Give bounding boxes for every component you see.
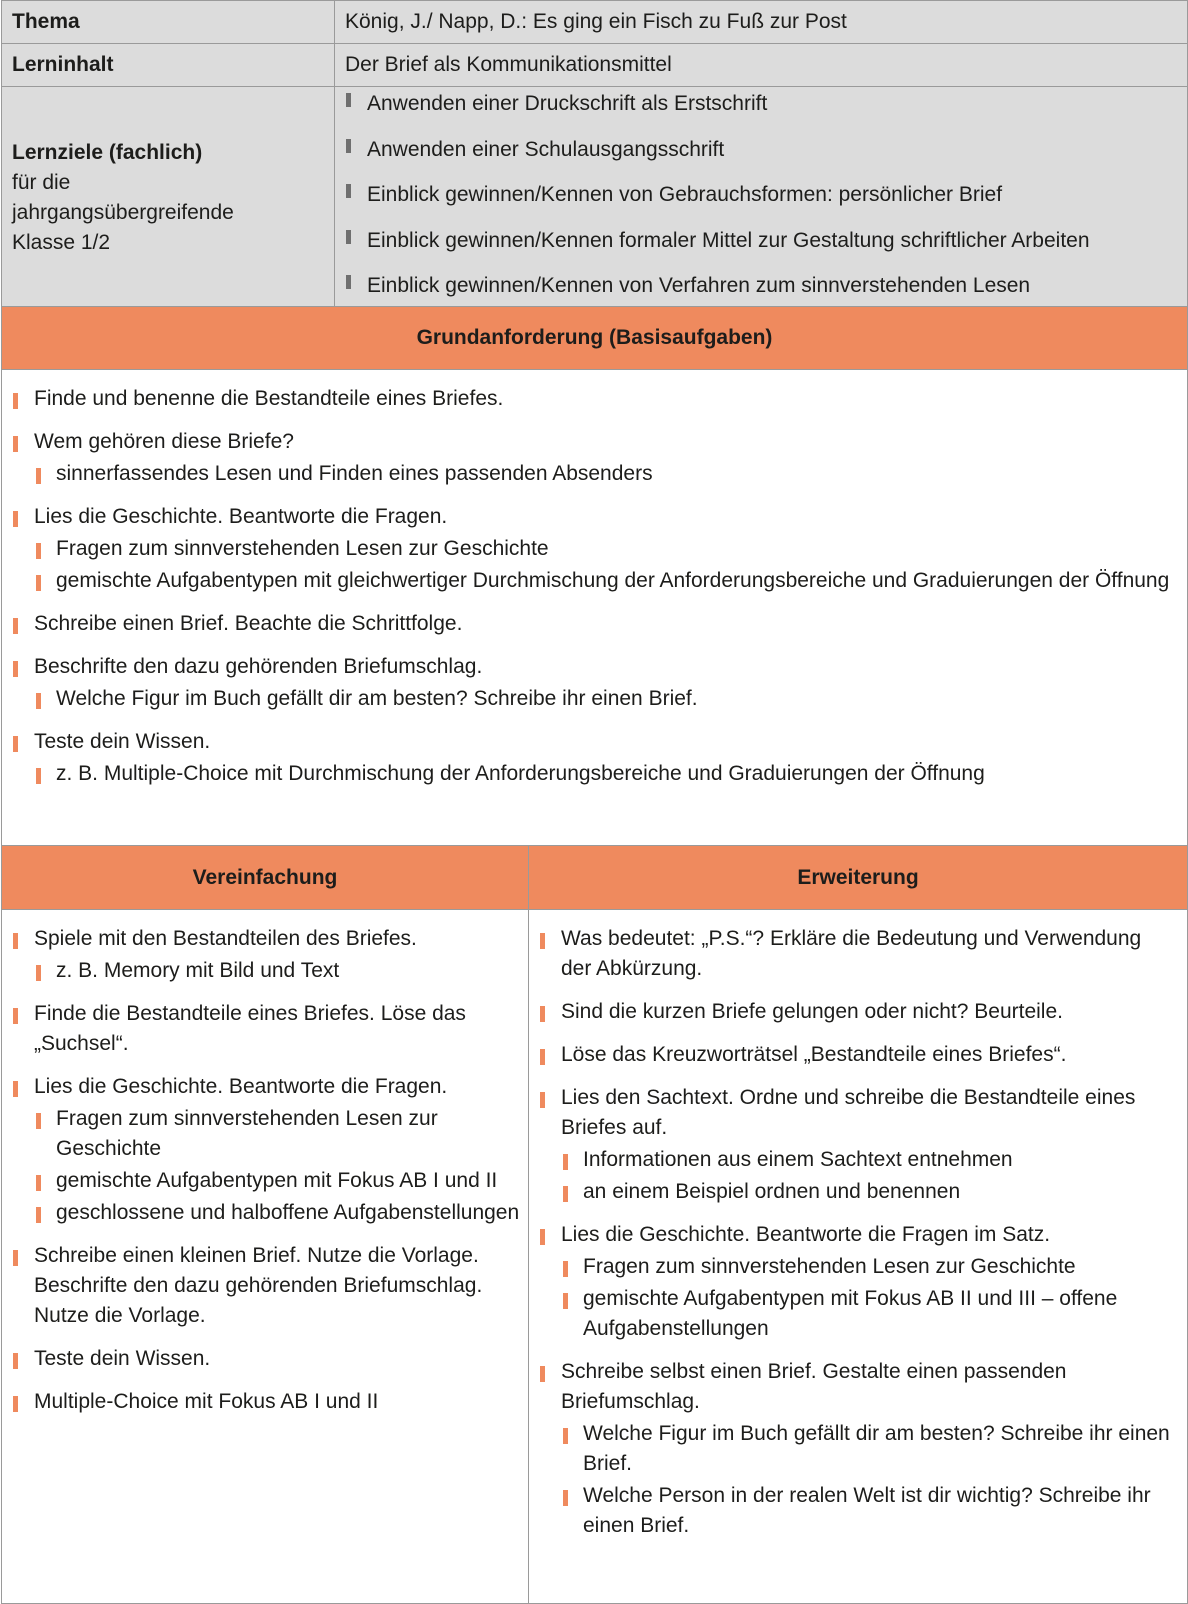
erweit-title: Erweiterung bbox=[797, 865, 919, 889]
erweit-item-text: Lies den Sachtext. Ordne und schreibe die Bestandteile eines Briefes auf. bbox=[561, 1086, 1136, 1139]
erweit-subitem: Welche Person in der realen Welt ist dir wichtig? Schreibe ihr einen Brief. bbox=[561, 1481, 1171, 1541]
grund-item-text: Teste dein Wissen. bbox=[34, 730, 211, 753]
lerninhalt-label: Lerninhalt bbox=[12, 53, 114, 76]
erweit-subitem: Welche Figur im Buch gefällt dir am besten? Schreibe ihr einen Brief. bbox=[561, 1419, 1171, 1479]
grund-item bbox=[2, 427, 1187, 489]
grund-subitems bbox=[34, 684, 1187, 714]
verein-subitems bbox=[34, 956, 520, 986]
grund-item bbox=[2, 384, 1187, 414]
grund-subitem: sinnerfassendes Lesen und Finden eines passenden Absenders bbox=[34, 459, 1187, 489]
grund-header bbox=[1, 306, 1188, 370]
goal-item: Anwenden einer Druckschrift als Erstschrift bbox=[345, 81, 1177, 127]
erweit-item bbox=[529, 1357, 1171, 1541]
grund-list bbox=[2, 384, 1187, 789]
verein-panel bbox=[1, 909, 529, 1604]
grund-item bbox=[2, 727, 1187, 789]
grund-subitem: gemischte Aufgabentypen mit gleichwertiger Durchmischung der Anforderungsbereiche und Graduierungen der Öffnung bbox=[34, 566, 1187, 596]
erweit-item bbox=[529, 924, 1171, 984]
erweit-subitems bbox=[561, 1145, 1171, 1207]
lernziele-label-cell bbox=[2, 87, 335, 310]
thema-row bbox=[2, 1, 1188, 44]
verein-item-text: Spiele mit den Bestandteilen des Briefes. bbox=[34, 927, 417, 950]
verein-subitems bbox=[34, 1104, 520, 1228]
erweit-item-text: Löse das Kreuzworträtsel „Bestandteile eines Briefes“. bbox=[561, 1043, 1067, 1066]
grund-item-text: Lies die Geschichte. Beantworte die Fragen. bbox=[34, 505, 448, 528]
grund-item-text: Schreibe einen Brief. Beachte die Schrittfolge. bbox=[34, 612, 463, 635]
grund-subitems bbox=[34, 534, 1187, 596]
lerninhalt-value: Der Brief als Kommunikationsmittel bbox=[335, 44, 1188, 87]
lernziele-sub3: Klasse 1/2 bbox=[12, 230, 111, 254]
erweit-list bbox=[529, 924, 1171, 1541]
goal-item: Einblick gewinnen/Kennen von Verfahren zum sinnverstehenden Lesen bbox=[345, 263, 1177, 309]
erweit-header bbox=[528, 845, 1188, 910]
erweit-item-text: Sind die kurzen Briefe gelungen oder nicht? Beurteile. bbox=[561, 1000, 1063, 1023]
erweit-subitem: gemischte Aufgabentypen mit Fokus AB II und III – offene Aufgabenstellungen bbox=[561, 1284, 1171, 1344]
verein-item bbox=[2, 924, 520, 986]
erweit-subitems bbox=[561, 1419, 1171, 1541]
erweit-item-text: Was bedeutet: „P.S.“? Erkläre die Bedeutung und Verwendung der Abkürzung. bbox=[561, 927, 1142, 980]
goal-item: Einblick gewinnen/Kennen formaler Mittel zur Gestaltung schriftlicher Arbeiten bbox=[345, 218, 1177, 264]
grund-panel bbox=[1, 369, 1188, 846]
verein-subitem: z. B. Memory mit Bild und Text bbox=[34, 956, 520, 986]
lernziele-sub2: jahrgangsübergreifende bbox=[12, 200, 234, 224]
erweit-subitem: Fragen zum sinnverstehenden Lesen zur Geschichte bbox=[561, 1252, 1171, 1282]
grund-item bbox=[2, 652, 1187, 714]
info-table bbox=[1, 0, 1188, 310]
verein-subitem: geschlossene und halboffene Aufgabenstellungen bbox=[34, 1198, 520, 1228]
goal-item: Anwenden einer Schulausgangsschrift bbox=[345, 127, 1177, 173]
verein-subitem: Fragen zum sinnverstehenden Lesen zur Geschichte bbox=[34, 1104, 520, 1164]
verein-item bbox=[2, 1241, 520, 1331]
erweit-item bbox=[529, 1040, 1171, 1070]
lernziele-sub1: für die bbox=[12, 170, 71, 194]
verein-item-text: Finde die Bestandteile eines Briefes. Löse das „Suchsel“. bbox=[34, 1002, 466, 1055]
verein-title: Vereinfachung bbox=[192, 865, 338, 889]
lerninhalt-label-cell bbox=[2, 44, 335, 87]
thema-label-cell bbox=[2, 1, 335, 44]
erweit-item bbox=[529, 1083, 1171, 1207]
erweit-panel bbox=[528, 909, 1188, 1604]
goals-list bbox=[345, 81, 1177, 309]
grund-subitems bbox=[34, 459, 1187, 489]
grund-item-text: Finde und benenne die Bestandteile eines Briefes. bbox=[34, 387, 504, 410]
goal-item: Einblick gewinnen/Kennen von Gebrauchsformen: persönlicher Brief bbox=[345, 172, 1177, 218]
verein-item-text: Teste dein Wissen. bbox=[34, 1347, 211, 1370]
verein-item bbox=[2, 1072, 520, 1228]
erweit-item-text: Lies die Geschichte. Beantworte die Fragen im Satz. bbox=[561, 1223, 1051, 1246]
lernziele-label: Lernziele (fachlich) bbox=[12, 140, 203, 164]
thema-label: Thema bbox=[12, 10, 80, 33]
verein-item-text: Schreibe einen kleinen Brief. Nutze die Vorlage. Beschrifte den dazu gehörenden Briefumschlag. Nutze die Vorlage. bbox=[34, 1244, 483, 1327]
thema-value: König, J./ Napp, D.: Es ging ein Fisch zu Fuß zur Post bbox=[335, 1, 1188, 44]
erweit-subitems bbox=[561, 1252, 1171, 1344]
grund-item-text: Wem gehören diese Briefe? bbox=[34, 430, 294, 453]
grund-item bbox=[2, 609, 1187, 639]
erweit-item-text: Schreibe selbst einen Brief. Gestalte einen passenden Briefumschlag. bbox=[561, 1360, 1067, 1413]
verein-item bbox=[2, 999, 520, 1059]
verein-item-text: Lies die Geschichte. Beantworte die Fragen. bbox=[34, 1075, 448, 1098]
grund-subitem: Fragen zum sinnverstehenden Lesen zur Geschichte bbox=[34, 534, 1187, 564]
grund-subitem: Welche Figur im Buch gefällt dir am besten? Schreibe ihr einen Brief. bbox=[34, 684, 1187, 714]
erweit-item bbox=[529, 997, 1171, 1027]
verein-list bbox=[2, 924, 520, 1417]
grund-subitem: z. B. Multiple-Choice mit Durchmischung der Anforderungsbereiche und Graduierungen der Öffnung bbox=[34, 759, 1187, 789]
verein-item bbox=[2, 1387, 520, 1417]
erweit-item bbox=[529, 1220, 1171, 1344]
erweit-subitem: an einem Beispiel ordnen und benennen bbox=[561, 1177, 1171, 1207]
grund-subitems bbox=[34, 759, 1187, 789]
grund-item-text: Beschrifte den dazu gehörenden Briefumschlag. bbox=[34, 655, 483, 678]
verein-header bbox=[1, 845, 529, 910]
grund-title: Grundanforderung (Basisaufgaben) bbox=[416, 326, 773, 349]
verein-subitem: gemischte Aufgabentypen mit Fokus AB I und II bbox=[34, 1166, 520, 1196]
lernziele-goals-cell bbox=[335, 87, 1188, 310]
lernziele-row bbox=[2, 87, 1188, 310]
grund-item bbox=[2, 502, 1187, 596]
verein-item bbox=[2, 1344, 520, 1374]
verein-item-text: Multiple-Choice mit Fokus AB I und II bbox=[34, 1390, 379, 1413]
erweit-subitem: Informationen aus einem Sachtext entnehmen bbox=[561, 1145, 1171, 1175]
